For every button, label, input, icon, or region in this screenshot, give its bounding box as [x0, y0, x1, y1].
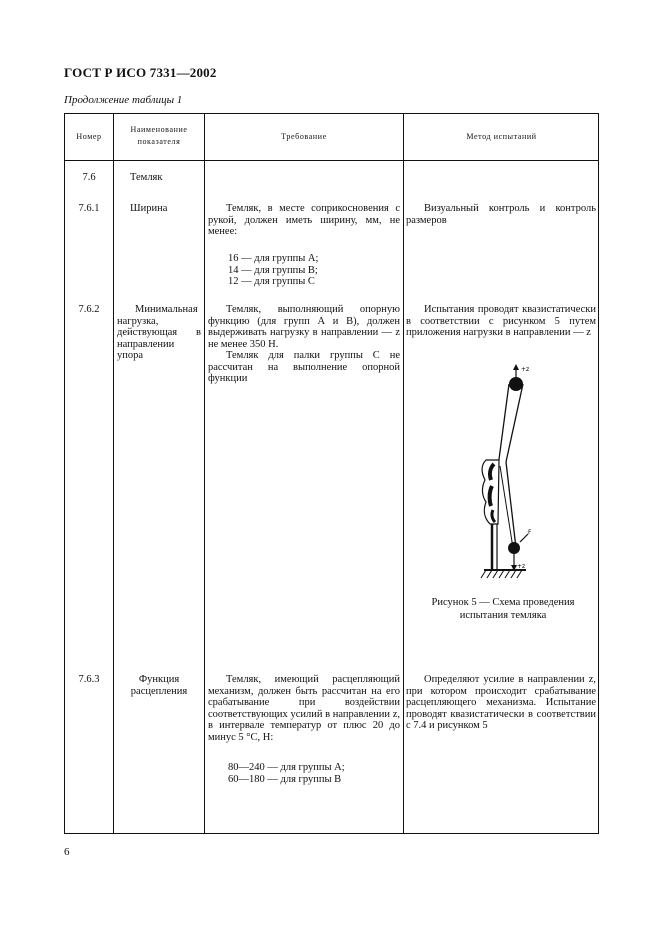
row-name: Темляк [130, 172, 163, 183]
column-header-method: Метод испытаний [466, 132, 537, 141]
table-continuation-label: Продолжение таблицы 1 [64, 94, 183, 106]
figure-caption: Рисунок 5 — Схема проведения испытания темляка [431, 597, 575, 621]
figure-label-top: +z [521, 366, 530, 373]
list-item: 12 — для группы С [228, 276, 315, 288]
row-number: 7.6 [82, 172, 96, 183]
standard-title: ГОСТ Р ИСО 7331—2002 [64, 65, 217, 80]
pulley-bottom-icon [508, 542, 520, 554]
row-name: Функция расцепления [130, 674, 188, 697]
row-name: Ширина [130, 203, 168, 214]
row-name: Минимальная нагрузка, действующая в направлении упора [117, 304, 201, 362]
column-header-name: Наименование показателя [130, 125, 188, 146]
row-method: Определяют усилие в направлении z, при котором происходит срабатывание расцепляющего механизма. Испытание проводят квазистатически в соответствии с 7.4 и рисунком 5 [406, 674, 596, 732]
column-divider [204, 113, 205, 834]
page-number: 6 [64, 846, 70, 858]
row-requirement: Темляк, имеющий расцепляющий механизм, должен быть рассчитан на его срабатывание при воздействии соответствующих усилий в направлении z, в интервале температур от плюс 20 до минус 5 °С, Н: [208, 674, 400, 743]
row-method: Испытания проводят квазистатически в соответствии с рисунком 5 путем приложения нагрузки в направлении — z [406, 304, 596, 339]
figure-label-side: F [528, 529, 532, 536]
column-header-requirement: Требование [281, 132, 327, 141]
requirement-list [228, 253, 398, 288]
row-requirement-note: Темляк для палки группы С не рассчитан на выполнение опорной функции [208, 350, 400, 385]
row-number: 7.6.1 [78, 203, 100, 214]
list-item: 16 — для группы А; [228, 253, 319, 264]
list-item: 60—180 — для группы В [228, 773, 342, 785]
strap-test-figure [470, 362, 540, 584]
row-number: 7.6.3 [78, 674, 100, 685]
list-item: 80—240 — для группы А; [228, 762, 345, 773]
column-divider [403, 113, 404, 834]
requirement-list [228, 762, 398, 785]
row-method: Визуальный контроль и контроль размеров [406, 203, 596, 226]
pulley-top-icon [509, 377, 523, 391]
row-number: 7.6.2 [78, 304, 100, 315]
row-requirement: Темляк, выполняющий опорную функцию (для групп А и В), должен выдерживать нагрузку в направлении — z не менее 350 Н. [208, 304, 400, 350]
header-row-divider [64, 160, 599, 161]
column-header-number: Номер [76, 132, 102, 141]
column-divider [113, 113, 114, 834]
figure-label-bottom: +z [517, 563, 526, 570]
row-requirement: Темляк, в месте соприкосновения с рукой, должен иметь ширину, мм, не менее: [208, 203, 400, 238]
list-item: 14 — для группы В; [228, 264, 318, 276]
